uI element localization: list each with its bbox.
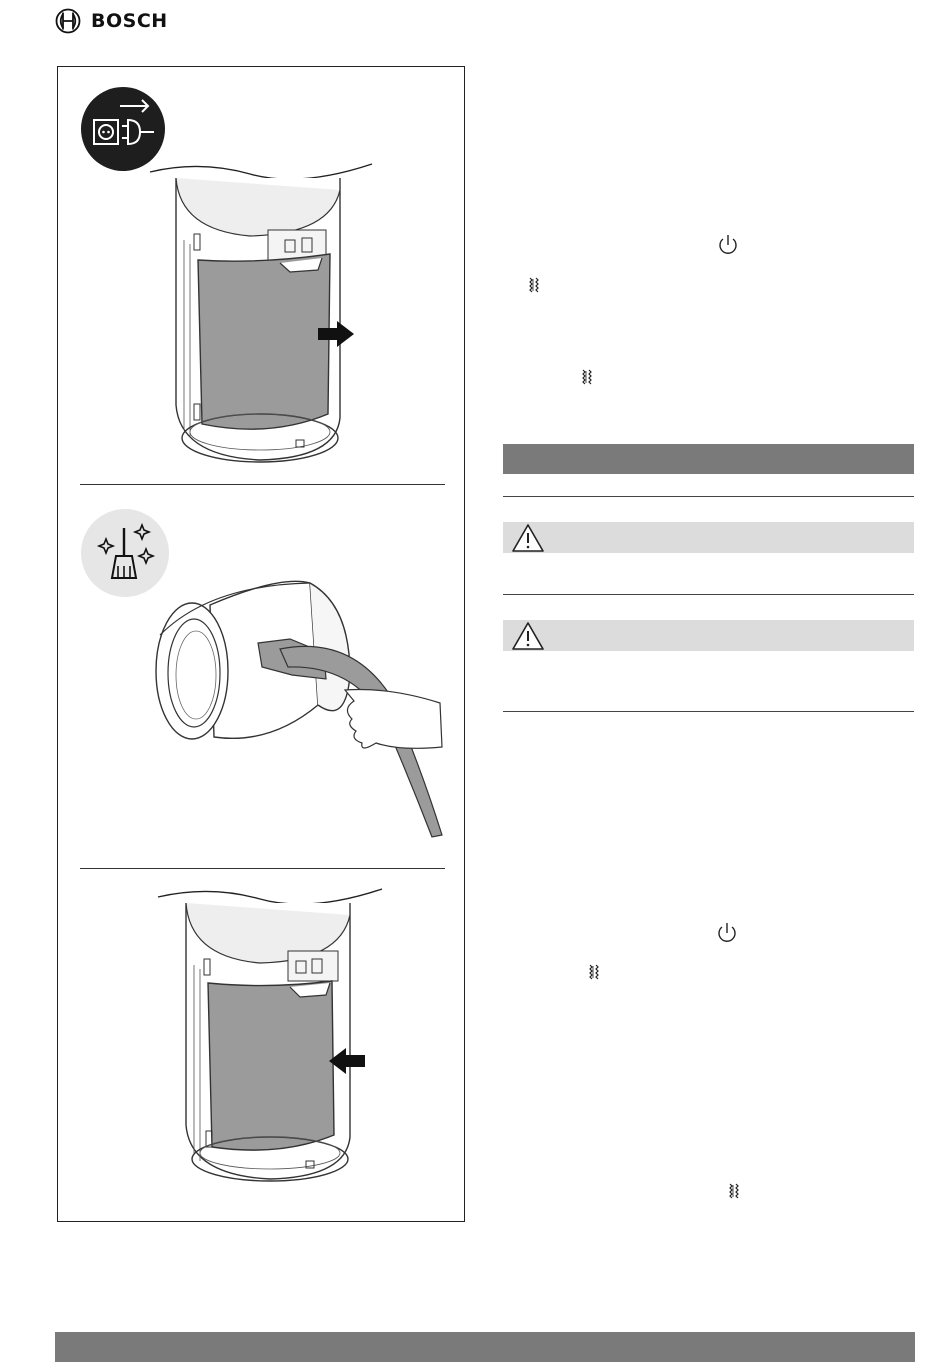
warning-rule xyxy=(503,594,914,595)
filter-indicator-icon xyxy=(580,369,594,385)
brand-header xyxy=(55,8,168,34)
figure-separator xyxy=(80,868,445,869)
figure-separator xyxy=(80,484,445,485)
warning-rule xyxy=(503,711,914,712)
purifier-filter-insertion xyxy=(150,885,390,1185)
warning-bar xyxy=(503,522,914,553)
pull-out-arrow xyxy=(317,320,355,348)
bosch-logo-icon xyxy=(55,8,81,34)
power-icon xyxy=(716,233,740,257)
filter-vacuum-cleaning xyxy=(150,575,445,840)
warning-bar xyxy=(503,620,914,651)
warning-rule xyxy=(503,496,914,497)
filter-indicator-icon xyxy=(527,277,541,293)
push-in-arrow xyxy=(328,1047,366,1075)
section-heading-bar xyxy=(503,444,914,474)
purifier-filter-removal xyxy=(140,160,380,470)
warning-triangle-icon xyxy=(511,523,545,553)
filter-indicator-icon xyxy=(727,1183,741,1199)
footer-bar xyxy=(55,1332,915,1362)
warning-triangle-icon xyxy=(511,621,545,651)
power-icon xyxy=(715,921,739,945)
brand-name: BOSCH xyxy=(91,10,168,32)
filter-indicator-icon xyxy=(587,964,601,980)
